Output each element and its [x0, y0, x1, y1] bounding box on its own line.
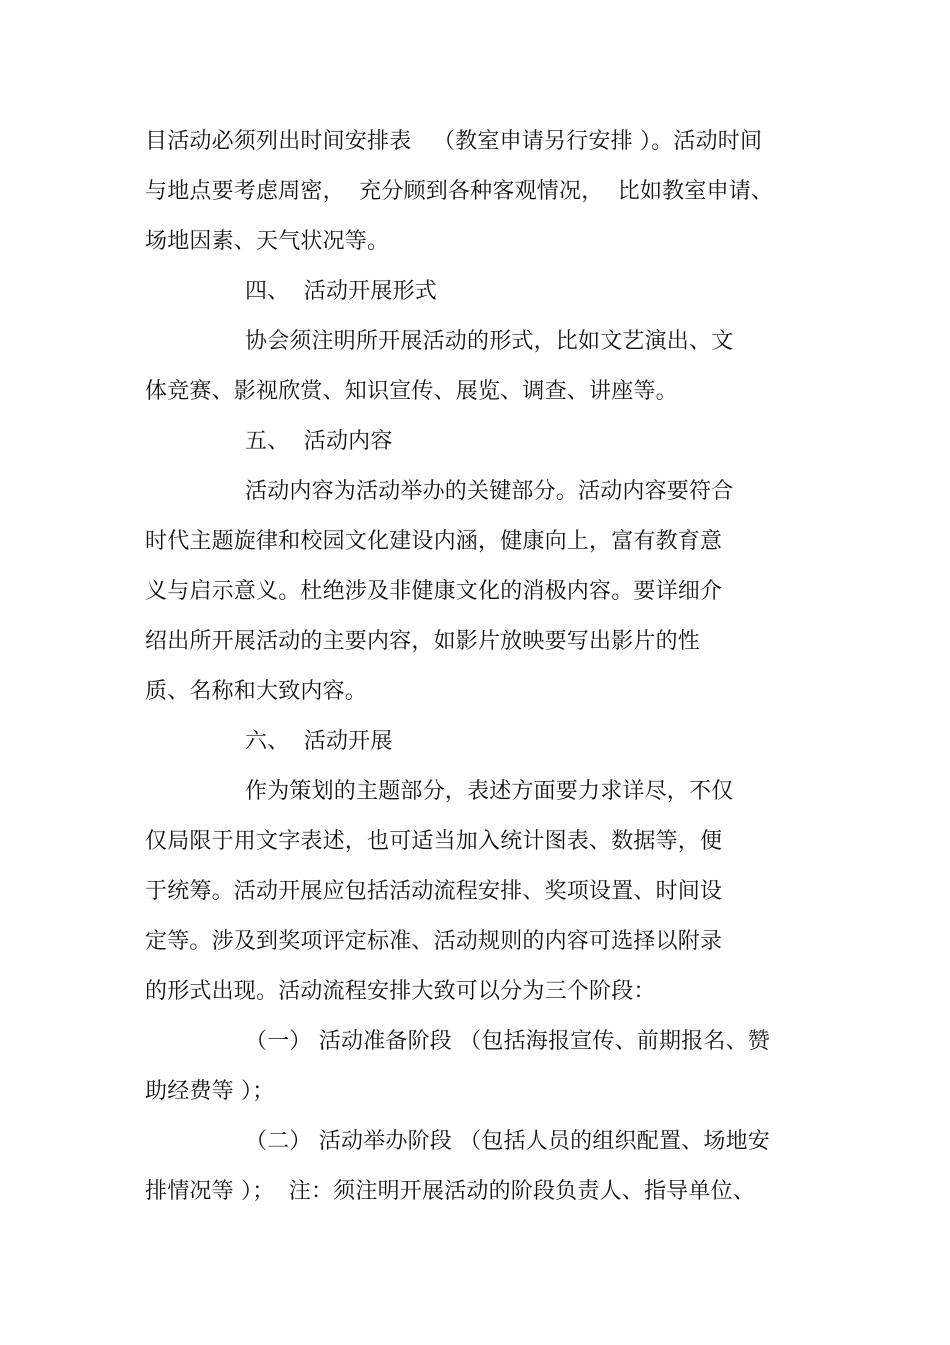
text-line: 协会须注明所开展活动的形式，比如文艺演出、文	[245, 329, 734, 354]
section-heading: 六、 活动开展	[245, 729, 393, 754]
text-line: 的形式出现。活动流程安排大致可以分为三个阶段：	[145, 979, 656, 1004]
text-line: 场地因素、天气状况等。	[145, 229, 390, 254]
text-line: 助经费等 ）；	[145, 1079, 275, 1104]
text-line: 与地点要考虑周密， 充分顾到各种客观情况， 比如教室申请、	[145, 179, 774, 204]
section-heading: 四、 活动开展形式	[245, 279, 437, 304]
text-line: 目活动必须列出时间安排表 （教室申请另行安排 ）。活动时间	[145, 129, 763, 154]
text-line: 绍出所开展活动的主要内容，如影片放映要写出影片的性	[145, 629, 701, 654]
text-line: 体竞赛、影视欣赏、知识宣传、展览、调查、讲座等。	[145, 379, 678, 404]
text-line: 作为策划的主题部分，表述方面要力求详尽，不仅	[245, 779, 734, 804]
text-line: （二） 活动举办阶段 （包括人员的组织配置、场地安	[245, 1129, 770, 1154]
text-line: 活动内容为活动举办的关键部分。活动内容要符合	[245, 479, 734, 504]
text-line: 义与启示意义。杜绝涉及非健康文化的消极内容。要详细介	[145, 579, 723, 604]
text-line: 时代主题旋律和校园文化建设内涵，健康向上，富有教育意	[145, 529, 723, 554]
text-line: 仅局限于用文字表述，也可适当加入统计图表、数据等，便	[145, 829, 723, 854]
text-line: 质、名称和大致内容。	[145, 679, 368, 704]
section-heading: 五、 活动内容	[245, 429, 393, 454]
text-line: 于统筹。活动开展应包括活动流程安排、奖项设置、时间设	[145, 879, 723, 904]
text-line: 定等。涉及到奖项评定标准、活动规则的内容可选择以附录	[145, 929, 723, 954]
text-line: 排情况等 ）； 注：须注明开展活动的阶段负责人、指导单位、	[145, 1179, 755, 1204]
text-line: （一） 活动准备阶段 （包括海报宣传、前期报名、赞	[245, 1029, 770, 1054]
